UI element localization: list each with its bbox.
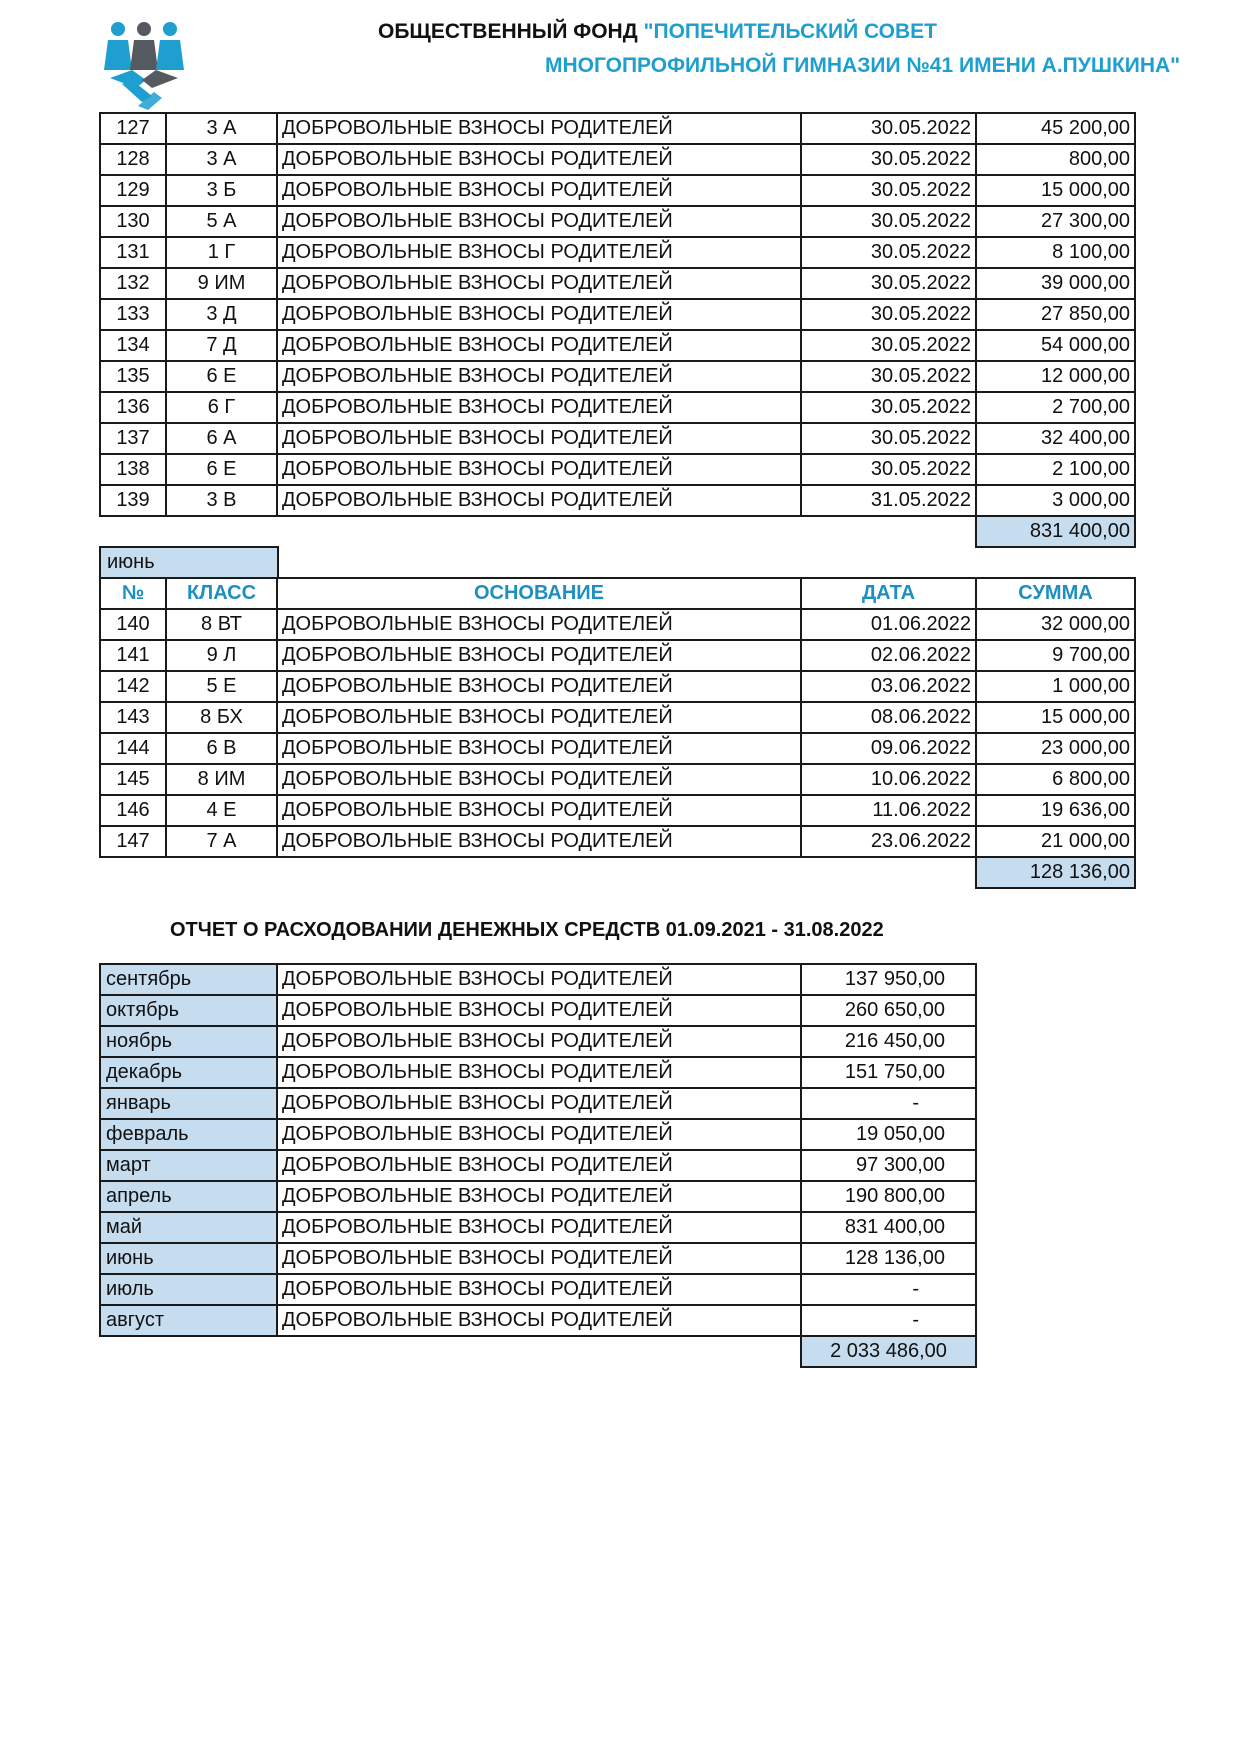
basis-cell: ДОБРОВОЛЬНЫЕ ВЗНОСЫ РОДИТЕЛЕЙ <box>277 702 801 733</box>
june-month-label: июнь <box>99 546 279 577</box>
class-cell: 7 А <box>166 826 277 857</box>
table-row <box>100 454 1135 485</box>
date-cell: 30.05.2022 <box>801 268 976 299</box>
sum-cell: 15 000,00 <box>976 702 1135 733</box>
table-row <box>100 1274 976 1305</box>
class-cell: 6 Г <box>166 392 277 423</box>
sum-cell: 216 450,00 <box>801 1026 976 1057</box>
basis-cell: ДОБРОВОЛЬНЫЕ ВЗНОСЫ РОДИТЕЛЕЙ <box>277 733 801 764</box>
date-cell: 30.05.2022 <box>801 392 976 423</box>
table-row <box>100 392 1135 423</box>
june-total-cell: 128 136,00 <box>976 857 1135 888</box>
row-number-cell: 127 <box>100 113 166 144</box>
row-number-cell: 134 <box>100 330 166 361</box>
sum-cell: 137 950,00 <box>801 964 976 995</box>
may-contributions-table <box>99 112 1136 548</box>
empty-cell <box>100 516 166 547</box>
class-cell: 4 Е <box>166 795 277 826</box>
class-cell: 5 Е <box>166 671 277 702</box>
class-cell: 3 А <box>166 144 277 175</box>
table-row <box>100 206 1135 237</box>
date-cell: 01.06.2022 <box>801 609 976 640</box>
june-header-row <box>100 578 1135 609</box>
sum-cell: 2 100,00 <box>976 454 1135 485</box>
sum-cell: 9 700,00 <box>976 640 1135 671</box>
class-cell: 3 Д <box>166 299 277 330</box>
date-cell: 30.05.2022 <box>801 423 976 454</box>
basis-cell: ДОБРОВОЛЬНЫЕ ВЗНОСЫ РОДИТЕЛЕЙ <box>277 392 801 423</box>
june-table-body <box>100 609 1135 857</box>
row-number-cell: 141 <box>100 640 166 671</box>
table-row <box>100 1150 976 1181</box>
basis-cell: ДОБРОВОЛЬНЫЕ ВЗНОСЫ РОДИТЕЛЕЙ <box>277 144 801 175</box>
basis-cell: ДОБРОВОЛЬНЫЕ ВЗНОСЫ РОДИТЕЛЕЙ <box>277 113 801 144</box>
basis-cell: ДОБРОВОЛЬНЫЕ ВЗНОСЫ РОДИТЕЛЕЙ <box>277 206 801 237</box>
people-handshake-logo-icon <box>104 20 184 112</box>
basis-cell: ДОБРОВОЛЬНЫЕ ВЗНОСЫ РОДИТЕЛЕЙ <box>277 1026 801 1057</box>
header-title-line2: МНОГОПРОФИЛЬНОЙ ГИМНАЗИИ №41 ИМЕНИ А.ПУШКИНА" <box>545 54 1181 77</box>
basis-cell: ДОБРОВОЛЬНЫЕ ВЗНОСЫ РОДИТЕЛЕЙ <box>277 423 801 454</box>
month-cell: март <box>100 1150 277 1181</box>
class-cell: 3 А <box>166 113 277 144</box>
sum-cell: 800,00 <box>976 144 1135 175</box>
table-row <box>100 1243 976 1274</box>
june-contributions-table <box>99 577 1136 889</box>
sum-cell: 27 300,00 <box>976 206 1135 237</box>
basis-cell: ДОБРОВОЛЬНЫЕ ВЗНОСЫ РОДИТЕЛЕЙ <box>277 1150 801 1181</box>
basis-cell: ДОБРОВОЛЬНЫЕ ВЗНОСЫ РОДИТЕЛЕЙ <box>277 485 801 516</box>
may-table-body <box>100 113 1135 516</box>
row-number-cell: 136 <box>100 392 166 423</box>
row-number-cell: 147 <box>100 826 166 857</box>
summary-total-row <box>100 1336 976 1367</box>
summary-table-body <box>100 964 976 1336</box>
sum-cell: 97 300,00 <box>801 1150 976 1181</box>
month-cell: апрель <box>100 1181 277 1212</box>
header-fund-label: ОБЩЕСТВЕННЫЙ ФОНД <box>378 20 644 43</box>
basis-cell: ДОБРОВОЛЬНЫЕ ВЗНОСЫ РОДИТЕЛЕЙ <box>277 671 801 702</box>
table-row <box>100 330 1135 361</box>
table-row <box>100 764 1135 795</box>
column-header-number: № <box>100 578 166 609</box>
basis-cell: ДОБРОВОЛЬНЫЕ ВЗНОСЫ РОДИТЕЛЕЙ <box>277 964 801 995</box>
month-cell: май <box>100 1212 277 1243</box>
empty-cell <box>801 516 976 547</box>
class-cell: 3 Б <box>166 175 277 206</box>
row-number-cell: 142 <box>100 671 166 702</box>
month-cell: июль <box>100 1274 277 1305</box>
class-cell: 9 Л <box>166 640 277 671</box>
column-header-basis: ОСНОВАНИЕ <box>277 578 801 609</box>
table-row <box>100 733 1135 764</box>
basis-cell: ДОБРОВОЛЬНЫЕ ВЗНОСЫ РОДИТЕЛЕЙ <box>277 175 801 206</box>
table-row <box>100 423 1135 454</box>
table-row <box>100 702 1135 733</box>
date-cell: 30.05.2022 <box>801 361 976 392</box>
date-cell: 30.05.2022 <box>801 237 976 268</box>
month-cell: декабрь <box>100 1057 277 1088</box>
class-cell: 8 ВТ <box>166 609 277 640</box>
class-cell: 6 Е <box>166 454 277 485</box>
sum-cell: 21 000,00 <box>976 826 1135 857</box>
table-row <box>100 237 1135 268</box>
basis-cell: ДОБРОВОЛЬНЫЕ ВЗНОСЫ РОДИТЕЛЕЙ <box>277 826 801 857</box>
row-number-cell: 130 <box>100 206 166 237</box>
table-row <box>100 1088 976 1119</box>
class-cell: 3 В <box>166 485 277 516</box>
basis-cell: ДОБРОВОЛЬНЫЕ ВЗНОСЫ РОДИТЕЛЕЙ <box>277 1274 801 1305</box>
date-cell: 30.05.2022 <box>801 175 976 206</box>
row-number-cell: 144 <box>100 733 166 764</box>
empty-cell <box>277 516 801 547</box>
table-row <box>100 1026 976 1057</box>
sum-cell: 151 750,00 <box>801 1057 976 1088</box>
month-cell: август <box>100 1305 277 1336</box>
empty-cell <box>166 516 277 547</box>
sum-cell: 45 200,00 <box>976 113 1135 144</box>
annual-summary-table <box>99 963 977 1368</box>
row-number-cell: 146 <box>100 795 166 826</box>
class-cell: 9 ИМ <box>166 268 277 299</box>
empty-cell <box>277 1336 801 1367</box>
table-row <box>100 361 1135 392</box>
table-row <box>100 268 1135 299</box>
sum-cell: - <box>801 1305 976 1336</box>
empty-cell <box>277 857 801 888</box>
sum-cell: 32 000,00 <box>976 609 1135 640</box>
sum-cell: 32 400,00 <box>976 423 1135 454</box>
table-row <box>100 1181 976 1212</box>
sum-cell: 3 000,00 <box>976 485 1135 516</box>
row-number-cell: 138 <box>100 454 166 485</box>
table-row <box>100 113 1135 144</box>
empty-cell <box>100 857 166 888</box>
table-row <box>100 964 976 995</box>
table-row <box>100 795 1135 826</box>
table-row <box>100 1057 976 1088</box>
basis-cell: ДОБРОВОЛЬНЫЕ ВЗНОСЫ РОДИТЕЛЕЙ <box>277 237 801 268</box>
row-number-cell: 132 <box>100 268 166 299</box>
may-total-cell: 831 400,00 <box>976 516 1135 547</box>
basis-cell: ДОБРОВОЛЬНЫЕ ВЗНОСЫ РОДИТЕЛЕЙ <box>277 995 801 1026</box>
sum-cell: 1 000,00 <box>976 671 1135 702</box>
sum-cell: 12 000,00 <box>976 361 1135 392</box>
sum-cell: 128 136,00 <box>801 1243 976 1274</box>
date-cell: 11.06.2022 <box>801 795 976 826</box>
row-number-cell: 143 <box>100 702 166 733</box>
header-council-label: "ПОПЕЧИТЕЛЬСКИЙ СОВЕТ <box>643 20 937 43</box>
sum-cell: 6 800,00 <box>976 764 1135 795</box>
sum-cell: 39 000,00 <box>976 268 1135 299</box>
sum-cell: - <box>801 1088 976 1119</box>
basis-cell: ДОБРОВОЛЬНЫЕ ВЗНОСЫ РОДИТЕЛЕЙ <box>277 361 801 392</box>
date-cell: 09.06.2022 <box>801 733 976 764</box>
sum-cell: 8 100,00 <box>976 237 1135 268</box>
basis-cell: ДОБРОВОЛЬНЫЕ ВЗНОСЫ РОДИТЕЛЕЙ <box>277 795 801 826</box>
table-row <box>100 671 1135 702</box>
sum-cell: 831 400,00 <box>801 1212 976 1243</box>
row-number-cell: 135 <box>100 361 166 392</box>
sum-cell: 260 650,00 <box>801 995 976 1026</box>
table-row <box>100 1212 976 1243</box>
month-cell: январь <box>100 1088 277 1119</box>
table-row <box>100 144 1135 175</box>
class-cell: 6 А <box>166 423 277 454</box>
class-cell: 6 Е <box>166 361 277 392</box>
sum-cell: 54 000,00 <box>976 330 1135 361</box>
report-title: ОТЧЕТ О РАСХОДОВАНИИ ДЕНЕЖНЫХ СРЕДСТВ 01.09.2021 - 31.08.2022 <box>170 919 884 941</box>
sum-cell: - <box>801 1274 976 1305</box>
table-row <box>100 609 1135 640</box>
class-cell: 6 В <box>166 733 277 764</box>
date-cell: 30.05.2022 <box>801 299 976 330</box>
basis-cell: ДОБРОВОЛЬНЫЕ ВЗНОСЫ РОДИТЕЛЕЙ <box>277 1119 801 1150</box>
table-row <box>100 995 976 1026</box>
class-cell: 1 Г <box>166 237 277 268</box>
date-cell: 02.06.2022 <box>801 640 976 671</box>
basis-cell: ДОБРОВОЛЬНЫЕ ВЗНОСЫ РОДИТЕЛЕЙ <box>277 609 801 640</box>
date-cell: 03.06.2022 <box>801 671 976 702</box>
class-cell: 5 А <box>166 206 277 237</box>
summary-total-cell: 2 033 486,00 <box>801 1336 976 1367</box>
basis-cell: ДОБРОВОЛЬНЫЕ ВЗНОСЫ РОДИТЕЛЕЙ <box>277 268 801 299</box>
basis-cell: ДОБРОВОЛЬНЫЕ ВЗНОСЫ РОДИТЕЛЕЙ <box>277 454 801 485</box>
row-number-cell: 131 <box>100 237 166 268</box>
may-total-row <box>100 516 1135 547</box>
basis-cell: ДОБРОВОЛЬНЫЕ ВЗНОСЫ РОДИТЕЛЕЙ <box>277 299 801 330</box>
class-cell: 7 Д <box>166 330 277 361</box>
row-number-cell: 139 <box>100 485 166 516</box>
column-header-sum: СУММА <box>976 578 1135 609</box>
date-cell: 08.06.2022 <box>801 702 976 733</box>
basis-cell: ДОБРОВОЛЬНЫЕ ВЗНОСЫ РОДИТЕЛЕЙ <box>277 640 801 671</box>
month-cell: ноябрь <box>100 1026 277 1057</box>
date-cell: 30.05.2022 <box>801 454 976 485</box>
column-header-class: КЛАСС <box>166 578 277 609</box>
date-cell: 10.06.2022 <box>801 764 976 795</box>
table-row <box>100 1305 976 1336</box>
month-cell: февраль <box>100 1119 277 1150</box>
empty-cell <box>801 857 976 888</box>
date-cell: 31.05.2022 <box>801 485 976 516</box>
row-number-cell: 140 <box>100 609 166 640</box>
table-row <box>100 1119 976 1150</box>
basis-cell: ДОБРОВОЛЬНЫЕ ВЗНОСЫ РОДИТЕЛЕЙ <box>277 1181 801 1212</box>
basis-cell: ДОБРОВОЛЬНЫЕ ВЗНОСЫ РОДИТЕЛЕЙ <box>277 1057 801 1088</box>
sum-cell: 23 000,00 <box>976 733 1135 764</box>
table-row <box>100 485 1135 516</box>
sum-cell: 27 850,00 <box>976 299 1135 330</box>
date-cell: 30.05.2022 <box>801 206 976 237</box>
class-cell: 8 БХ <box>166 702 277 733</box>
basis-cell: ДОБРОВОЛЬНЫЕ ВЗНОСЫ РОДИТЕЛЕЙ <box>277 1243 801 1274</box>
sum-cell: 190 800,00 <box>801 1181 976 1212</box>
june-total-row <box>100 857 1135 888</box>
row-number-cell: 145 <box>100 764 166 795</box>
empty-cell <box>100 1336 277 1367</box>
table-row <box>100 826 1135 857</box>
sum-cell: 19 050,00 <box>801 1119 976 1150</box>
month-cell: июнь <box>100 1243 277 1274</box>
basis-cell: ДОБРОВОЛЬНЫЕ ВЗНОСЫ РОДИТЕЛЕЙ <box>277 1212 801 1243</box>
table-row <box>100 299 1135 330</box>
sum-cell: 15 000,00 <box>976 175 1135 206</box>
table-row <box>100 640 1135 671</box>
row-number-cell: 137 <box>100 423 166 454</box>
date-cell: 23.06.2022 <box>801 826 976 857</box>
sum-cell: 19 636,00 <box>976 795 1135 826</box>
class-cell: 8 ИМ <box>166 764 277 795</box>
month-cell: октябрь <box>100 995 277 1026</box>
column-header-date: ДАТА <box>801 578 976 609</box>
basis-cell: ДОБРОВОЛЬНЫЕ ВЗНОСЫ РОДИТЕЛЕЙ <box>277 330 801 361</box>
row-number-cell: 133 <box>100 299 166 330</box>
date-cell: 30.05.2022 <box>801 330 976 361</box>
empty-cell <box>166 857 277 888</box>
basis-cell: ДОБРОВОЛЬНЫЕ ВЗНОСЫ РОДИТЕЛЕЙ <box>277 764 801 795</box>
basis-cell: ДОБРОВОЛЬНЫЕ ВЗНОСЫ РОДИТЕЛЕЙ <box>277 1305 801 1336</box>
date-cell: 30.05.2022 <box>801 113 976 144</box>
row-number-cell: 129 <box>100 175 166 206</box>
sum-cell: 2 700,00 <box>976 392 1135 423</box>
date-cell: 30.05.2022 <box>801 144 976 175</box>
basis-cell: ДОБРОВОЛЬНЫЕ ВЗНОСЫ РОДИТЕЛЕЙ <box>277 1088 801 1119</box>
row-number-cell: 128 <box>100 144 166 175</box>
month-cell: сентябрь <box>100 964 277 995</box>
header-title-line1 <box>378 20 937 44</box>
table-row <box>100 175 1135 206</box>
